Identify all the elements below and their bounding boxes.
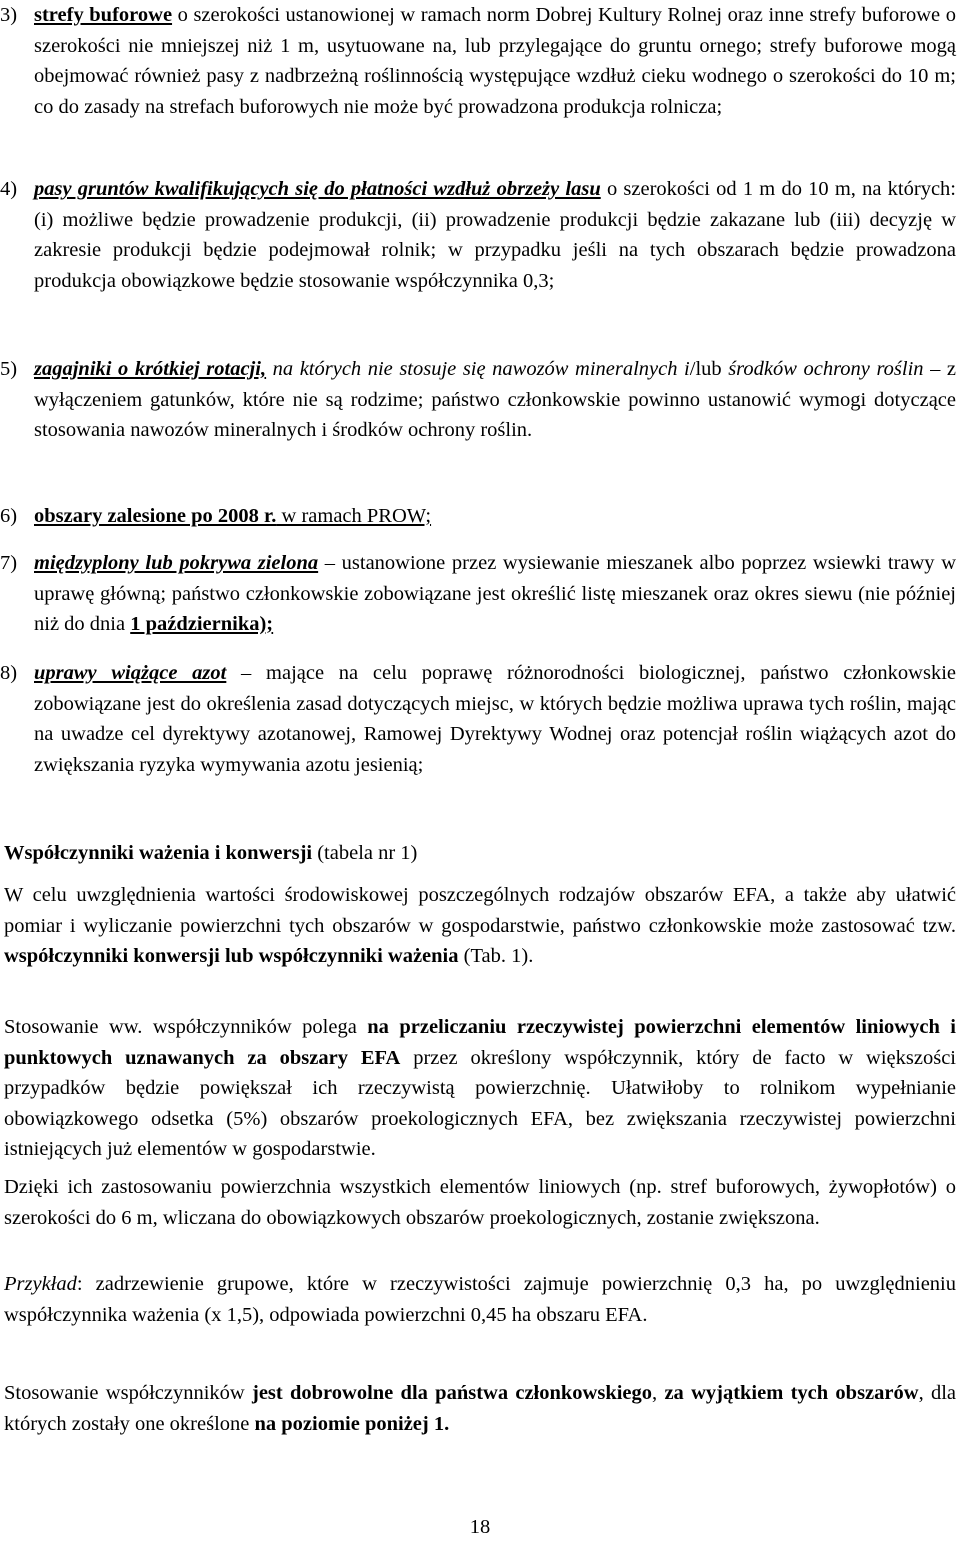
item-number: 5) [0, 358, 18, 380]
paragraph-text: Stosowanie ww. współczynników polega [4, 1016, 368, 1038]
paragraph-5 [4, 1378, 956, 1439]
item-text: środków ochrony roślin [728, 358, 924, 380]
item-number: 3) [0, 4, 18, 26]
paragraph-text: , [652, 1382, 665, 1404]
paragraph-bold: współczynniki konwersji lub współczynniki ważenia [4, 945, 459, 967]
item-text: – ustanowione przez wysiewanie mieszanek albo poprzez wsiewki trawy w uprawę główną; państwo członkowskie zobowiązane jest określić listę mieszanek oraz okres siewu (nie później niż do dnia [34, 552, 956, 635]
list-item-3 [0, 0, 956, 122]
item-text: – mające na celu poprawę różnorodności biologicznej, państwo członkowskie zobowiązane jest do określenia zasad dotyczących miejsc, w których będzie możliwa uprawa tych roślin, mając na uwadze cel dyrektywy azotanowej, Ramowej Dyrektywy Wodnej oraz potencjał roślin wiążących azot do zwiększania ryzyka wymywania azotu jesienią; [34, 662, 956, 776]
paragraph-text: W celu uwzględnienia wartości środowiskowej poszczególnych rodzajów obszarów EFA, a także aby ułatwić pomiar i wyliczanie powierzchni tych obszarów w gospodarstwie, państwo członkowskie może zastosować tzw. [4, 884, 956, 937]
item-term: strefy buforowe [34, 4, 173, 26]
item-text: w ramach PROW; [276, 505, 432, 527]
item-date: 1 października); [130, 613, 274, 635]
paragraph-bold: na poziomie poniżej 1. [254, 1412, 450, 1435]
item-number: 8) [0, 662, 18, 684]
paragraph-2 [4, 1012, 956, 1165]
heading-rest: (tabela nr 1) [312, 842, 418, 864]
item-term: pasy gruntów kwalifikujących się do płatności wzdłuż obrzeży lasu [34, 178, 601, 200]
item-number: 4) [0, 178, 18, 200]
item-text: /lub [689, 358, 729, 380]
paragraph-bold: na przeliczaniu rzeczywistej powierzchni elementów liniowych i punktowych uznawanych za obszary EFA [4, 1016, 956, 1069]
list-item-7 [0, 548, 956, 640]
item-text: o szerokości ustanowionej w ramach norm Dobrej Kultury Rolnej oraz inne strefy buforowe o szerokości nie mniejszej niż 1 m, usytuowane na, lub przylegające do gruntu ornego; strefy buforowe mogą obejmować również pasy z nadbrzeżną roślinnością występujące wzdłuż cieku wodnego o szerokości do 10 m; co do zasady na strefach buforowych nie może być prowadzona produkcja rolnicza; [34, 4, 956, 118]
paragraph-bold: za wyjątkiem tych obszarów [664, 1382, 919, 1404]
item-number: 6) [0, 505, 18, 527]
paragraph-3 [4, 1172, 956, 1233]
list-item-6 [0, 501, 956, 532]
item-term: zagajniki o krótkiej rotacji, [34, 358, 267, 380]
item-term: uprawy wiążące azot [34, 662, 227, 684]
paragraph-bold: jest dobrowolne dla państwa członkowskiego [252, 1382, 653, 1404]
paragraph-text: (Tab. 1). [458, 945, 534, 967]
item-text: o szerokości od 1 m do 10 m, na których: (i) możliwe będzie prowadzenie produkcji, (ii) prowadzenie produkcji będzie zakazane lub (iii) decyzję w zakresie produkcji będzie podejmował rolnik; w przypadku jeśli na tych obszarach będzie prowadzona produkcja obowiązkowe będzie stosowanie współczynnika 0,3; [34, 178, 956, 292]
item-text: na których nie stosuje się nawozów mineralnych i [266, 358, 690, 380]
heading-bold: Współczynniki ważenia i konwersji [4, 842, 313, 864]
paragraph-text: Stosowanie współczynników [4, 1382, 252, 1404]
item-text: – z wyłączeniem gatunków, które nie są rodzime; państwo członkowskie powinno ustanowić wymogi dotyczące stosowania nawozów mineralnych i środków ochrony roślin. [34, 358, 956, 441]
list-item-5 [0, 354, 956, 446]
section-heading [4, 838, 956, 869]
paragraph-text: przez określony współczynnik, który de facto w większości przypadków będzie powiększał ich rzeczywistą powierzchnię. Ułatwiłoby to rolnikom wypełnianie obowiązkowego odsetka (5%) obszarów proekologicznych EFA, bez zwiększania rzeczywistej powierzchni istniejących już elementów w gospodarstwie. [4, 1046, 956, 1160]
list-item-8 [0, 658, 956, 780]
item-term: obszary zalesione po 2008 r. [34, 505, 277, 527]
page-number: 18 [469, 1516, 491, 1538]
paragraph-text: : zadrzewienie grupowe, które w rzeczywistości zajmuje powierzchnię 0,3 ha, po uwzględnieniu współczynnika ważenia (x 1,5), odpowiada powierzchni 0,45 ha obszaru EFA. [4, 1273, 956, 1326]
paragraph-text: , dla których zostały one określone [4, 1382, 957, 1435]
paragraph-text: Dzięki ich zastosowaniu powierzchnia wszystkich elementów liniowych (np. stref buforowych, żywopłotów) o szerokości do 6 m, wliczana do obowiązkowych obszarów proekologicznych, zostanie zwiększona. [4, 1176, 956, 1229]
list-item-4 [0, 174, 956, 296]
paragraph-italic: Przykład [4, 1273, 77, 1295]
item-term: międzyplony lub pokrywa zielona [34, 552, 319, 574]
paragraph-1 [4, 880, 956, 972]
item-number: 7) [0, 552, 18, 574]
paragraph-4 [4, 1269, 956, 1330]
